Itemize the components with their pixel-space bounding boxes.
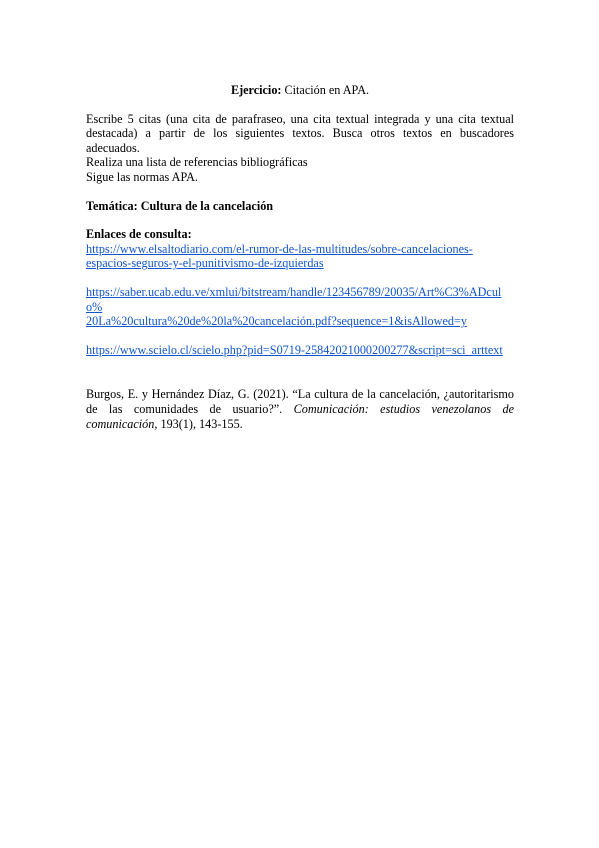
spacer — [86, 213, 514, 227]
bibliographic-reference — [86, 387, 514, 431]
link-scielo[interactable] — [86, 343, 514, 358]
spacer — [86, 271, 514, 285]
title-label: Ejercicio: — [230, 83, 282, 97]
spacer — [86, 373, 514, 387]
link-line: 20La%20cultura%20de%20la%20cancelación.pdf?sequence=1&isAllowed=y — [86, 314, 467, 329]
links-heading: Enlaces de consulta: — [86, 227, 192, 242]
title-text: Citación en APA. — [281, 83, 370, 97]
link-line: https://www.elsaltodiario.com/el-rumor-de-las-multitudes/sobre-cancelaciones- — [86, 241, 473, 256]
instructions-line-references: Realiza una lista de referencias bibliográficas — [86, 155, 308, 170]
spacer — [86, 329, 514, 343]
link-line: https://www.scielo.cl/scielo.php?pid=S0719-25842021000200277&script=sci_arttext — [86, 342, 503, 357]
reference-volume-pages: , 193(1), 143-155. — [154, 416, 243, 431]
document-content — [86, 83, 514, 431]
reference-journal: Comunicación: estudios venezolanos de comunicación — [86, 401, 514, 431]
spacer — [86, 357, 514, 373]
link-line: https://saber.ucab.edu.ve/xmlui/bitstream/handle/123456789/20035/Art%C3%ADculo% — [86, 284, 502, 314]
instructions-paragraph: Escribe 5 citas (una cita de parafraseo, una cita textual integrada y una cita textual destacada) a partir de los siguientes textos. Busca otros textos en buscadores adecuados. — [86, 111, 514, 155]
link-line: espacios-seguros-y-el-punitivismo-de-izquierdas — [86, 256, 324, 271]
spacer — [86, 98, 514, 112]
instructions-line-apa: Sigue las normas APA. — [86, 169, 198, 184]
link-elsaltodiario[interactable] — [86, 242, 514, 271]
document-title — [86, 83, 514, 98]
theme-heading: Temática: Cultura de la cancelación — [86, 198, 274, 213]
reference-authors-title: Burgos, E. y Hernández Díaz, G. (2021). “La cultura de la cancelación, ¿autoritarismo de las comunidades de usuario?”. — [86, 387, 514, 416]
link-ucab[interactable] — [86, 285, 514, 329]
spacer — [86, 185, 514, 199]
